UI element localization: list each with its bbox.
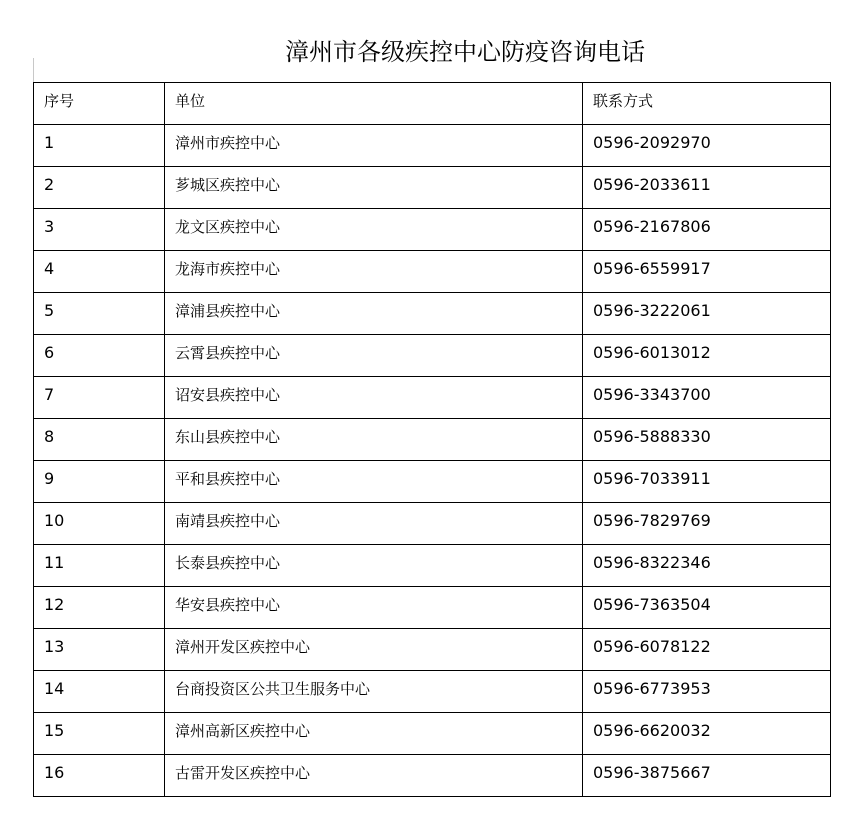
unit-cell: 云霄县疾控中心 [165, 335, 583, 377]
contact-cell: 0596-2167806 [583, 209, 831, 251]
table-row [34, 503, 831, 545]
index-cell: 5 [34, 293, 165, 335]
unit-cell: 诏安县疾控中心 [165, 377, 583, 419]
unit-cell: 芗城区疾控中心 [165, 167, 583, 209]
table-row [34, 251, 831, 293]
unit-cell: 漳州开发区疾控中心 [165, 629, 583, 671]
unit-cell: 东山县疾控中心 [165, 419, 583, 461]
index-cell: 14 [34, 671, 165, 713]
contact-cell: 0596-6620032 [583, 713, 831, 755]
index-cell: 1 [34, 125, 165, 167]
contact-table [33, 82, 831, 797]
unit-cell: 古雷开发区疾控中心 [165, 755, 583, 797]
table-row [34, 125, 831, 167]
index-cell: 6 [34, 335, 165, 377]
table-row [34, 461, 831, 503]
unit-cell: 漳州市疾控中心 [165, 125, 583, 167]
table-row [34, 587, 831, 629]
unit-cell: 南靖县疾控中心 [165, 503, 583, 545]
contact-cell: 0596-3222061 [583, 293, 831, 335]
table-row [34, 713, 831, 755]
index-cell: 12 [34, 587, 165, 629]
contact-cell: 0596-2033611 [583, 167, 831, 209]
contact-cell: 0596-8322346 [583, 545, 831, 587]
index-cell: 3 [34, 209, 165, 251]
contact-cell: 0596-7829769 [583, 503, 831, 545]
table-row [34, 209, 831, 251]
unit-cell: 台商投资区公共卫生服务中心 [165, 671, 583, 713]
contact-cell: 0596-3343700 [583, 377, 831, 419]
index-cell: 2 [34, 167, 165, 209]
index-cell: 7 [34, 377, 165, 419]
unit-cell: 龙文区疾控中心 [165, 209, 583, 251]
table-row [34, 755, 831, 797]
page-margin-mark [33, 58, 34, 82]
table-header-row [34, 83, 831, 125]
contact-cell: 0596-6013012 [583, 335, 831, 377]
index-cell: 11 [34, 545, 165, 587]
unit-cell: 长泰县疾控中心 [165, 545, 583, 587]
contact-cell: 0596-6078122 [583, 629, 831, 671]
header-contact: 联系方式 [583, 83, 831, 125]
contact-cell: 0596-7033911 [583, 461, 831, 503]
index-cell: 4 [34, 251, 165, 293]
index-cell: 9 [34, 461, 165, 503]
unit-cell: 平和县疾控中心 [165, 461, 583, 503]
header-unit: 单位 [165, 83, 583, 125]
unit-cell: 漳浦县疾控中心 [165, 293, 583, 335]
table-row [34, 671, 831, 713]
unit-cell: 龙海市疾控中心 [165, 251, 583, 293]
unit-cell: 华安县疾控中心 [165, 587, 583, 629]
contact-cell: 0596-2092970 [583, 125, 831, 167]
table-body [34, 125, 831, 797]
contact-cell: 0596-6773953 [583, 671, 831, 713]
table-row [34, 419, 831, 461]
header-index: 序号 [34, 83, 165, 125]
index-cell: 15 [34, 713, 165, 755]
contact-cell: 0596-3875667 [583, 755, 831, 797]
table-row [34, 335, 831, 377]
contact-cell: 0596-5888330 [583, 419, 831, 461]
table-row [34, 545, 831, 587]
unit-cell: 漳州高新区疾控中心 [165, 713, 583, 755]
index-cell: 13 [34, 629, 165, 671]
index-cell: 8 [34, 419, 165, 461]
page-title: 漳州市各级疾控中心防疫咨询电话 [285, 38, 645, 66]
contact-cell: 0596-6559917 [583, 251, 831, 293]
index-cell: 10 [34, 503, 165, 545]
table-row [34, 377, 831, 419]
index-cell: 16 [34, 755, 165, 797]
table-row [34, 293, 831, 335]
contact-cell: 0596-7363504 [583, 587, 831, 629]
table-row [34, 167, 831, 209]
table-row [34, 629, 831, 671]
